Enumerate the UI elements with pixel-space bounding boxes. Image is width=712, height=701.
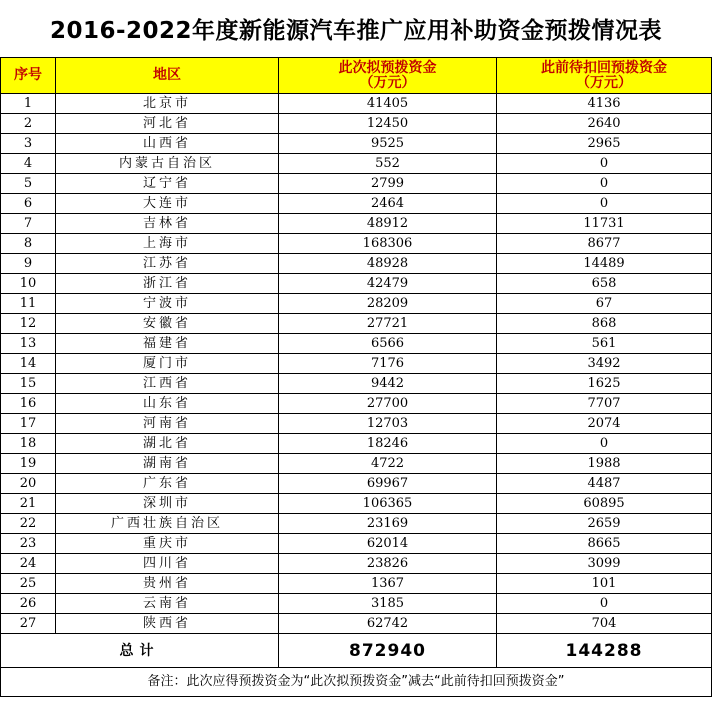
header-region: 地区 bbox=[56, 58, 279, 94]
cell-region: 吉林省 bbox=[56, 214, 279, 234]
cell-region: 厦门市 bbox=[56, 354, 279, 374]
table-row bbox=[1, 234, 712, 254]
cell-seq: 17 bbox=[1, 414, 56, 434]
cell-previous: 7707 bbox=[497, 394, 712, 414]
table-row bbox=[1, 614, 712, 634]
cell-previous: 8665 bbox=[497, 534, 712, 554]
header-previous-unit: （万元） bbox=[576, 74, 632, 91]
table-row bbox=[1, 274, 712, 294]
header-previous bbox=[497, 58, 712, 94]
cell-region: 内蒙古自治区 bbox=[56, 154, 279, 174]
cell-seq: 22 bbox=[1, 514, 56, 534]
cell-region: 湖南省 bbox=[56, 454, 279, 474]
cell-region: 深圳市 bbox=[56, 494, 279, 514]
cell-current: 27700 bbox=[279, 394, 497, 414]
cell-current: 6566 bbox=[279, 334, 497, 354]
cell-current: 62742 bbox=[279, 614, 497, 634]
cell-seq: 27 bbox=[1, 614, 56, 634]
cell-seq: 21 bbox=[1, 494, 56, 514]
cell-current: 23169 bbox=[279, 514, 497, 534]
cell-previous: 14489 bbox=[497, 254, 712, 274]
header-current-title: 此次拟预拨资金 bbox=[338, 59, 437, 76]
cell-region: 河北省 bbox=[56, 114, 279, 134]
cell-seq: 2 bbox=[1, 114, 56, 134]
cell-previous: 658 bbox=[497, 274, 712, 294]
cell-previous: 3099 bbox=[497, 554, 712, 574]
cell-previous: 868 bbox=[497, 314, 712, 334]
total-row bbox=[1, 634, 712, 668]
table-row bbox=[1, 194, 712, 214]
cell-previous: 8677 bbox=[497, 234, 712, 254]
cell-seq: 10 bbox=[1, 274, 56, 294]
cell-previous: 3492 bbox=[497, 354, 712, 374]
cell-region: 四川省 bbox=[56, 554, 279, 574]
cell-current: 1367 bbox=[279, 574, 497, 594]
cell-seq: 13 bbox=[1, 334, 56, 354]
cell-region: 陕西省 bbox=[56, 614, 279, 634]
cell-region: 贵州省 bbox=[56, 574, 279, 594]
cell-seq: 15 bbox=[1, 374, 56, 394]
total-current: 872940 bbox=[279, 634, 497, 668]
cell-region: 广东省 bbox=[56, 474, 279, 494]
cell-previous: 0 bbox=[497, 174, 712, 194]
cell-previous: 67 bbox=[497, 294, 712, 314]
cell-previous: 101 bbox=[497, 574, 712, 594]
table-row bbox=[1, 594, 712, 614]
header-previous-title: 此前待扣回预拨资金 bbox=[541, 59, 667, 76]
table-row bbox=[1, 474, 712, 494]
cell-seq: 20 bbox=[1, 474, 56, 494]
cell-current: 12450 bbox=[279, 114, 497, 134]
table-row bbox=[1, 574, 712, 594]
cell-region: 福建省 bbox=[56, 334, 279, 354]
total-label: 总计 bbox=[1, 634, 279, 668]
total-previous: 144288 bbox=[497, 634, 712, 668]
table-row bbox=[1, 174, 712, 194]
table-row bbox=[1, 294, 712, 314]
cell-seq: 4 bbox=[1, 154, 56, 174]
cell-region: 江苏省 bbox=[56, 254, 279, 274]
cell-previous: 704 bbox=[497, 614, 712, 634]
table-row bbox=[1, 394, 712, 414]
cell-current: 4722 bbox=[279, 454, 497, 474]
cell-seq: 9 bbox=[1, 254, 56, 274]
cell-previous: 60895 bbox=[497, 494, 712, 514]
table-row bbox=[1, 354, 712, 374]
cell-previous: 2659 bbox=[497, 514, 712, 534]
cell-seq: 8 bbox=[1, 234, 56, 254]
cell-seq: 6 bbox=[1, 194, 56, 214]
table-row bbox=[1, 454, 712, 474]
cell-seq: 23 bbox=[1, 534, 56, 554]
cell-previous: 11731 bbox=[497, 214, 712, 234]
cell-current: 2464 bbox=[279, 194, 497, 214]
table-row bbox=[1, 134, 712, 154]
table-row bbox=[1, 554, 712, 574]
cell-region: 河南省 bbox=[56, 414, 279, 434]
table-row bbox=[1, 434, 712, 454]
cell-current: 27721 bbox=[279, 314, 497, 334]
cell-seq: 1 bbox=[1, 94, 56, 114]
note-row bbox=[1, 668, 712, 697]
cell-previous: 0 bbox=[497, 194, 712, 214]
cell-seq: 3 bbox=[1, 134, 56, 154]
cell-region: 浙江省 bbox=[56, 274, 279, 294]
cell-current: 9442 bbox=[279, 374, 497, 394]
header-current bbox=[279, 58, 497, 94]
header-seq: 序号 bbox=[1, 58, 56, 94]
table-row bbox=[1, 154, 712, 174]
subsidy-table bbox=[0, 57, 712, 697]
cell-region: 安徽省 bbox=[56, 314, 279, 334]
cell-previous: 2640 bbox=[497, 114, 712, 134]
cell-region: 宁波市 bbox=[56, 294, 279, 314]
cell-seq: 7 bbox=[1, 214, 56, 234]
table-row bbox=[1, 414, 712, 434]
cell-previous: 1988 bbox=[497, 454, 712, 474]
cell-region: 云南省 bbox=[56, 594, 279, 614]
table-title: 2016-2022年度新能源汽车推广应用补助资金预拨情况表 bbox=[49, 18, 663, 44]
cell-current: 9525 bbox=[279, 134, 497, 154]
cell-previous: 0 bbox=[497, 434, 712, 454]
cell-seq: 25 bbox=[1, 574, 56, 594]
cell-current: 48912 bbox=[279, 214, 497, 234]
cell-seq: 12 bbox=[1, 314, 56, 334]
cell-region: 辽宁省 bbox=[56, 174, 279, 194]
cell-current: 69967 bbox=[279, 474, 497, 494]
cell-previous: 4136 bbox=[497, 94, 712, 114]
cell-seq: 5 bbox=[1, 174, 56, 194]
cell-seq: 16 bbox=[1, 394, 56, 414]
cell-seq: 11 bbox=[1, 294, 56, 314]
cell-region: 大连市 bbox=[56, 194, 279, 214]
header-current-unit: （万元） bbox=[359, 74, 416, 91]
table-row bbox=[1, 494, 712, 514]
header-row bbox=[1, 58, 712, 94]
cell-previous: 2965 bbox=[497, 134, 712, 154]
cell-seq: 18 bbox=[1, 434, 56, 454]
table-body bbox=[1, 94, 712, 697]
cell-current: 48928 bbox=[279, 254, 497, 274]
cell-region: 山西省 bbox=[56, 134, 279, 154]
cell-current: 106365 bbox=[279, 494, 497, 514]
cell-previous: 561 bbox=[497, 334, 712, 354]
cell-seq: 14 bbox=[1, 354, 56, 374]
table-row bbox=[1, 334, 712, 354]
table-row bbox=[1, 534, 712, 554]
cell-previous: 4487 bbox=[497, 474, 712, 494]
note-text: 备注：此次应得预拨资金为“此次拟预拨资金”减去“此前待扣回预拨资金” bbox=[1, 668, 712, 697]
cell-region: 湖北省 bbox=[56, 434, 279, 454]
cell-region: 江西省 bbox=[56, 374, 279, 394]
cell-previous: 0 bbox=[497, 154, 712, 174]
cell-previous: 2074 bbox=[497, 414, 712, 434]
table-row bbox=[1, 314, 712, 334]
cell-previous: 1625 bbox=[497, 374, 712, 394]
table-row bbox=[1, 214, 712, 234]
cell-region: 广西壮族自治区 bbox=[56, 514, 279, 534]
cell-seq: 24 bbox=[1, 554, 56, 574]
cell-current: 2799 bbox=[279, 174, 497, 194]
cell-current: 23826 bbox=[279, 554, 497, 574]
cell-current: 12703 bbox=[279, 414, 497, 434]
cell-current: 7176 bbox=[279, 354, 497, 374]
cell-current: 552 bbox=[279, 154, 497, 174]
cell-current: 28209 bbox=[279, 294, 497, 314]
table-row bbox=[1, 514, 712, 534]
cell-current: 42479 bbox=[279, 274, 497, 294]
table-row bbox=[1, 254, 712, 274]
cell-region: 上海市 bbox=[56, 234, 279, 254]
cell-region: 北京市 bbox=[56, 94, 279, 114]
cell-current: 62014 bbox=[279, 534, 497, 554]
cell-region: 山东省 bbox=[56, 394, 279, 414]
table-row bbox=[1, 114, 712, 134]
cell-previous: 0 bbox=[497, 594, 712, 614]
cell-current: 168306 bbox=[279, 234, 497, 254]
table-row bbox=[1, 374, 712, 394]
cell-region: 重庆市 bbox=[56, 534, 279, 554]
cell-current: 41405 bbox=[279, 94, 497, 114]
table-row bbox=[1, 94, 712, 114]
cell-current: 18246 bbox=[279, 434, 497, 454]
cell-seq: 26 bbox=[1, 594, 56, 614]
cell-current: 3185 bbox=[279, 594, 497, 614]
cell-seq: 19 bbox=[1, 454, 56, 474]
